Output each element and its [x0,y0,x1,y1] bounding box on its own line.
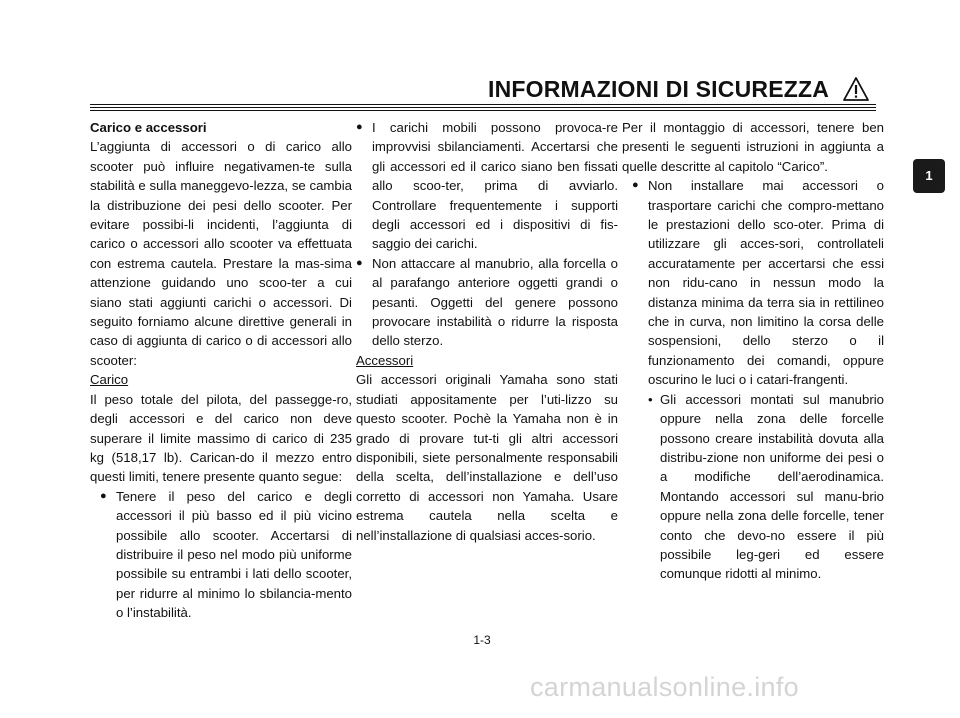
header-rule [90,107,876,108]
column-2 [356,118,618,545]
column-3 [622,118,884,584]
sub-bullet-item [622,390,884,584]
header-rule [90,110,876,111]
warning-triangle-icon [842,76,870,102]
bullet-text: Non attaccare al manubrio, alla forcella o al parafango anteriore oggetti grandi o pesanti. Oggetti del genere possono provocare instabilità o ridurre la risposta dello sterzo. [372,255,618,349]
column-1 [90,118,352,623]
dot-marker: • [648,391,653,407]
bullet-item [356,118,618,254]
bullet-item [90,487,352,623]
bullet-marker: ● [100,489,107,502]
intro-paragraph: Per il montaggio di accessori, tenere ben presenti le seguenti istruzioni in aggiunta a quelle descritte al capitolo “Carico”. [622,120,884,174]
body-paragraph: Il peso totale del pilota, del passegge-ro, degli accessori e del carico non deve superare il limite massimo di carico di 235 kg (518,17 lb). Carican-do il mezzo entro questi limiti, tenere presente quanto segue: [90,391,352,485]
page-number: 1-3 [473,633,491,647]
page-title: INFORMAZIONI DI SICUREZZA [488,76,830,102]
bullet-marker: ● [632,179,639,192]
bullet-text: I carichi mobili possono provoca-re improvvisi sbilanciamenti. Accertarsi che gli accessori ed il carico siano ben fissati allo scoo-ter, prima di avviarlo. Controllare frequentemente i supporti degli accessori ed i dispositivi di fis-saggio dei carichi. [372,120,618,252]
bullet-text: Tenere il peso del carico e degli accessori il più basso ed il più vicino possibile allo scooter. Accertarsi di distribuire il peso nel modo più uniforme possibile su entrambi i lati dello scooter, per ridurre al minimo lo sbilancia-mento o l’instabilità. [116,488,352,621]
bullet-marker: ● [356,256,363,269]
bullet-item [622,176,884,389]
watermark: carmanualsonline.info [530,672,799,702]
chapter-tab: 1 [913,159,945,193]
subsection-heading: Carico [90,372,129,388]
subsection-heading: Accessori [356,352,414,368]
bullet-marker: ● [356,121,363,133]
header-rule [90,104,876,105]
intro-paragraph: L’aggiunta di accessori o di carico allo scooter può influire negativamen-te sulla stabilità e sulla maneggevo-lezza, se cambia la distribuzione dei pesi dello scooter. Per evitare possibi-li incidenti, l’aggiunta di carico o accessori allo scooter va effettuata con estrema cautela. Prestare la mas-sima attenzione guidando uno scoo-ter a cui siano stati aggiunti carichi o accessori. Di seguito forniamo alcune direttive generali in caso di aggiunta di carico o di accessori allo scooter: [90,139,352,368]
section-heading: Carico e accessori [90,120,207,135]
body-paragraph: Gli accessori originali Yamaha sono stati studiati appositamente per l’uti-lizzo su questo scooter. Pochè la Yamaha non è in grado di provare tut-ti gli altri accessori disponibili, siete personalmente responsabili della scelta, dell’installazione e dell’uso corretto di accessori non Yamaha. Usare estrema cautela nella scelta e nell’installazione di qualsiasi acces-sorio. [356,372,618,543]
sub-bullet-text: Gli accessori montati sul manubrio oppure nella zona delle forcelle possono creare instabilità dovuta alla distribu-zione non uniforme dei pesi o a modifiche dell’aerodinamica. Montando accessori sul manu-brio oppure nella zona delle forcelle, tener conto che devo-no essere il più possibile leg-geri ed essere comunque ridotti al minimo. [660,391,884,582]
bullet-text: Non installare mai accessori o trasportare carichi che compro-mettano le prestazioni dello sco-oter. Prima di utilizzare gli acces-sori, controllateli accuratamente per accertarsi che essi non ridu-cano in nessun modo la distanza minima da terra sia in rettilineo che in curva, non limitino la corsa delle sospensioni, dello sterzo o il funzionamento dei comandi, oppure oscurino le luci o i catari-frangenti. [648,178,884,388]
bullet-item [356,254,618,351]
